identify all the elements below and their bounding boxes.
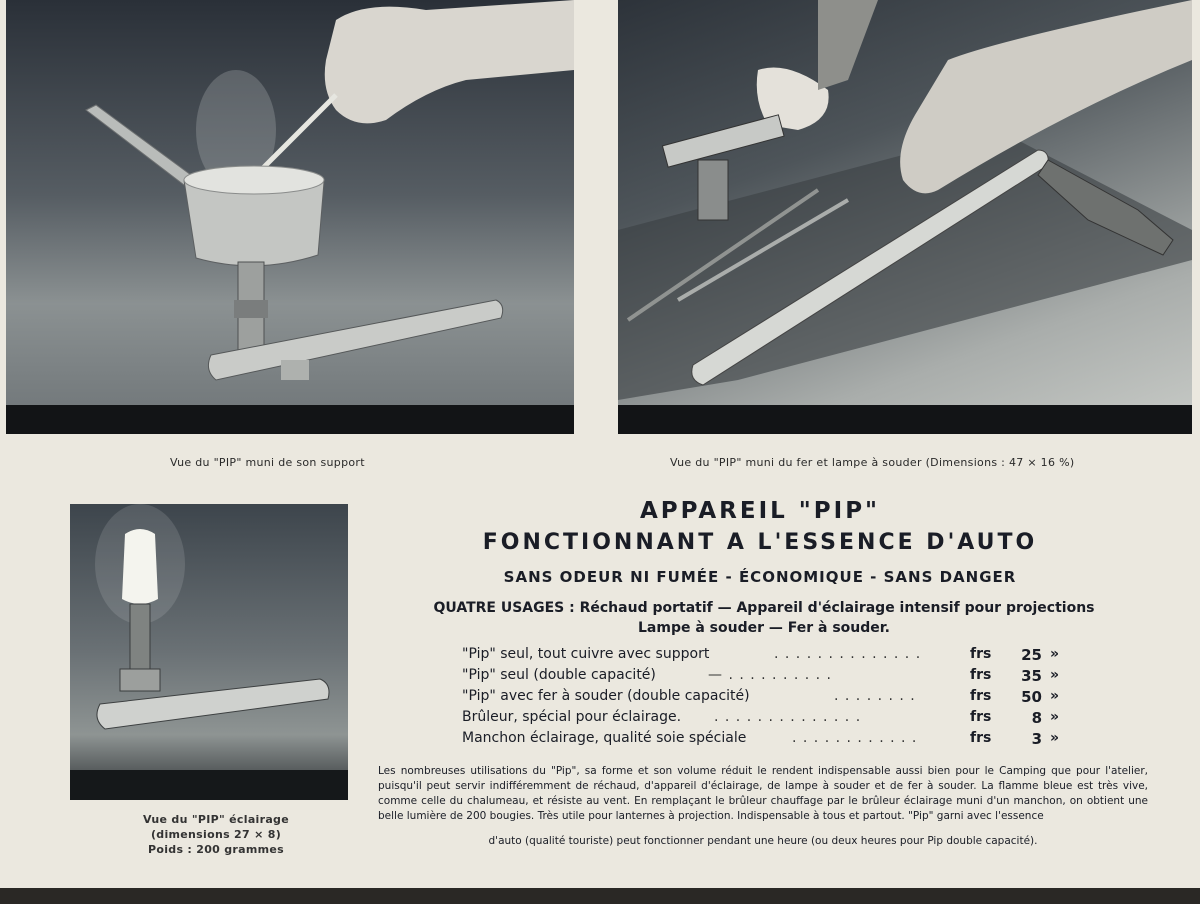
price-leader-dots: . . . . . . . . . . . . . . — [774, 646, 922, 662]
price-ditto-mark: » — [1050, 667, 1060, 683]
product-subtitle: FONCTIONNANT A L'ESSENCE D'AUTO — [482, 530, 1038, 555]
soldering-illustration — [618, 0, 1192, 434]
price-row — [462, 709, 1082, 730]
price-ditto-mark: » — [1050, 730, 1060, 746]
usages-line-2: Lampe à souder — Fer à souder. — [637, 620, 890, 636]
price-currency: frs — [970, 709, 992, 725]
price-currency: frs — [970, 646, 992, 662]
price-ditto-mark: » — [1050, 709, 1060, 725]
price-row — [462, 688, 1082, 709]
price-leader-dots: — . . . . . . . . . . — [708, 667, 833, 683]
page-bottom-edge — [0, 888, 1200, 904]
price-leader-dots: . . . . . . . . . . . . . . — [714, 709, 862, 725]
usages-block — [374, 598, 1154, 638]
photo-soldering-iron — [618, 0, 1192, 434]
price-value: 25 — [1021, 646, 1042, 664]
price-value: 50 — [1021, 688, 1042, 706]
caption-lighting-lamp — [112, 812, 320, 857]
price-value: 35 — [1021, 667, 1042, 685]
price-currency: frs — [970, 688, 992, 704]
stove-illustration — [6, 0, 574, 434]
caption-lamp-weight: Poids : 200 grammes — [147, 843, 284, 856]
lamp-illustration — [70, 504, 348, 800]
description-paragraph: Les nombreuses utilisations du "Pip", sa forme et son volume réduit le rendent indispensable aussi bien pour le Camping que pour l'atelier, puisqu'il peut servir indifféremment de réchaud, d'appareil d'éclairage, de lampe à souder et de fer à souder. La flamme bleue est très vive, comme celle du chalumeau, et résiste au vent. En remplaçant le brûleur chauffage par le brûleur éclairage muni d'un manchon, on obtient une belle lumière de 200 bougies. Très utile pour lanternes à projection. Indispensable à tous et partout. "Pip" garni avec l'essence — [378, 765, 1148, 822]
caption-soldering-lamp: Vue du "PIP" muni du fer et lampe à souder (Dimensions : 47 × 16 %) — [670, 456, 1075, 469]
photo-lighting-lamp — [70, 504, 348, 800]
price-list — [462, 646, 1082, 751]
price-description: "Pip" seul, tout cuivre avec support — [462, 646, 710, 662]
product-tagline: SANS ODEUR NI FUMÉE - ÉCONOMIQUE - SANS DANGER — [503, 568, 1017, 586]
price-currency: frs — [970, 667, 992, 683]
price-row — [462, 667, 1082, 688]
caption-lamp-title: Vue du "PIP" éclairage — [142, 813, 289, 826]
price-leader-dots: . . . . . . . . . . . . — [792, 730, 918, 746]
price-description: "Pip" avec fer à souder (double capacité) — [462, 688, 750, 704]
price-description: Manchon éclairage, qualité soie spéciale — [462, 730, 747, 746]
product-title: APPAREIL "PIP" — [639, 498, 881, 524]
price-value: 8 — [1031, 709, 1042, 727]
usages-line-1: QUATRE USAGES : Réchaud portatif — Appareil d'éclairage intensif pour projections — [433, 600, 1095, 616]
price-row — [462, 730, 1082, 751]
price-ditto-mark: » — [1050, 646, 1060, 662]
caption-lamp-dimensions: (dimensions 27 × 8) — [150, 828, 282, 841]
price-value: 3 — [1031, 730, 1042, 748]
price-ditto-mark: » — [1050, 688, 1060, 704]
price-leader-dots: . . . . . . . . — [834, 688, 916, 704]
price-currency: frs — [970, 730, 992, 746]
price-row — [462, 646, 1082, 667]
price-description: "Pip" seul (double capacité) — [462, 667, 656, 683]
caption-stove: Vue du "PIP" muni de son support — [170, 456, 365, 469]
price-description: Brûleur, spécial pour éclairage. — [462, 709, 682, 725]
photo-stove-with-saucepan — [6, 0, 574, 434]
description-last-line: d'auto (qualité touriste) peut fonctionner pendant une heure (ou deux heures pour Pip double capacité). — [488, 835, 1038, 847]
